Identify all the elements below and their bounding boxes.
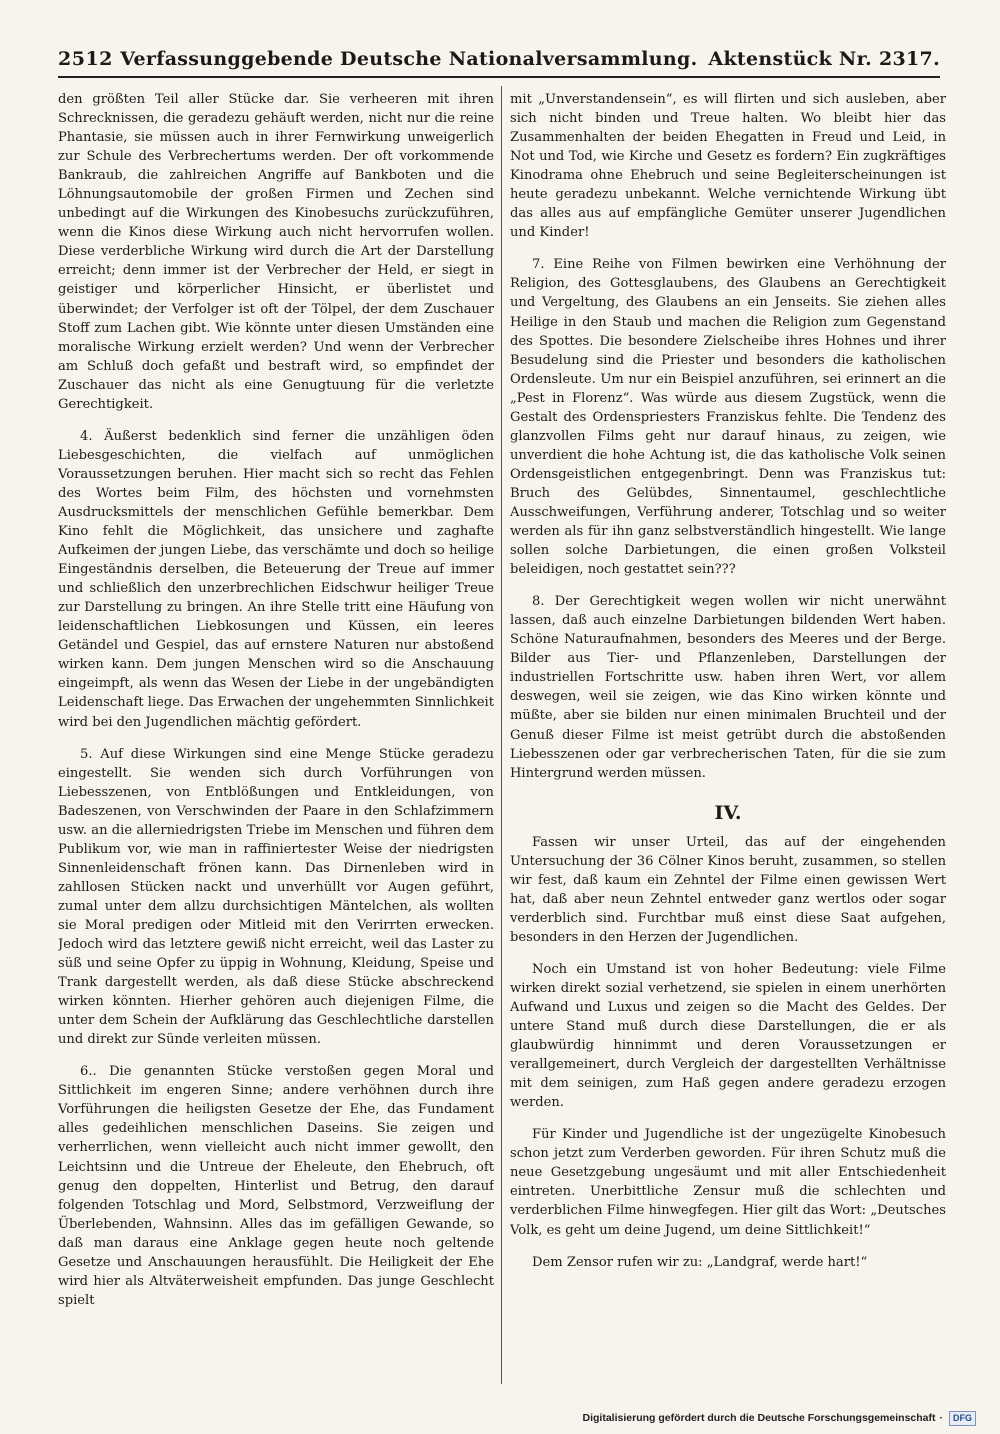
paragraph: Dem Zensor rufen wir zu: „Landgraf, werde hart!“: [532, 1254, 868, 1270]
running-title: [120, 48, 940, 70]
column-divider: [501, 86, 502, 1384]
document-reference: Aktenstück Nr. 2317.: [708, 48, 940, 70]
paragraph: 7. Eine Reihe von Filmen bewirken eine Verhöhnung der Religion, des Gottesglaubens, des Glaubens an Gerechtigkeit und Vergeltung, des Glaubens an ein Jenseits. Sie ziehen alles Heilige in den Staub und machen die Religion zum Gegenstand des Spottes. Die besondere Zielscheibe ihres Hohnes und ihrer Besudelung sind die Priester und besonders die katholischen Ordensleute. Um nur ein Beispiel anzuführen, sei erinnert an die „Pest in Florenz“. Was würde aus diesem Zugstück, wenn die Gestalt des Ordenspriesters Franziskus fehlte. Die Tendenz des glanzvollen Films geht nur darauf hinaus, zu zeigen, wie unverdient die hohe Achtung ist, die das katholische Volk seinen Ordensgeistlichen entgegenbringt. Denn was Franziskus tut: Bruch des Gelübdes, Sinnentaumel, geschlechtliche Ausschweifungen, Verführung anderer, Totschlag und so weiter werden als für ihn ganz selbstverständlich hingestellt. Wie lange sollen solche Darbietungen, die einen großen Volksteil beleidigen, noch gestattet sein???: [510, 257, 946, 578]
dfg-logo: DFG: [949, 1411, 976, 1426]
credit-text: Digitalisierung gefördert durch die Deutsche Forschungsgemeinschaft: [582, 1412, 936, 1424]
paragraph: 4. Äußerst bedenklich sind ferner die unzähligen öden Liebesgeschichten, die vielfach auf unmöglichen Voraussetzungen beruhen. Hier macht sich so recht das Fehlen des Wortes beim Film, des höchsten und vornehmsten Ausdrucksmittels der menschlichen Gefühle bemerkbar. Dem Kino fehlt die Möglichkeit, das unsichere und zaghafte Aufkeimen der jungen Liebe, das verschämte und doch so heilige Eingeständnis derselben, die Beteuerung der Treue auf immer und schließlich den unzerbrechlichen Eidschwur heiliger Treue zur Darstellung zu bringen. An ihre Stelle tritt eine Häufung von leidenschaftlichen Liebkosungen und Küssen, ein leeres Getändel und Gespiel, das auf ernstere Naturen nur abstoßend wirken kann. Dem jungen Menschen wird so die Anschauung eingeimpft, als wenn das Wesen der Liebe in der ungebändigten Leidenschaft liege. Das Erwachen der ungehemmten Sinnlichkeit wird bei den Jugendlichen mächtig gefördert.: [58, 428, 494, 730]
paragraph: Für Kinder und Jugendliche ist der ungezügelte Kinobesuch schon jetzt zum Verderben geworden. Für ihren Schutz muß die neue Gesetzgebung ungesäumt und mit aller Entschiedenheit eintreten. Unerbittliche Zensur muß die schlechten und verderblichen Filme hinwegfegen. Hier gilt das Wort: „Deutsches Volk, es geht um deine Jugend, um deine Sittlichkeit!“: [510, 1127, 946, 1238]
section-heading: IV.: [714, 801, 742, 824]
right-column: [510, 90, 946, 1390]
left-column: [58, 90, 494, 1390]
paragraph: 8. Der Gerechtigkeit wegen wollen wir nicht unerwähnt lassen, daß auch einzelne Darbietungen bildenden Wert haben. Schöne Naturaufnahmen, besonders des Meeres und der Berge. Bilder aus Tier- und Pflanzenleben, Darstellungen der industriellen Fortschritte usw. haben ihren Wert, vor allem deswegen, weil sie zeigen, wie das Kino wirken könnte und müßte, aber sie bilden nur einen minimalen Bruchteil und der Genuß dieser Filme ist meist getrübt durch die abstoßenden Liebesszenen oder gar verbrecherischen Taten, für die sie zum Hintergrund werden müssen.: [510, 594, 946, 781]
digitization-credit: [0, 1410, 1000, 1426]
paragraph: Noch ein Umstand ist von hoher Bedeutung: viele Filme wirken direkt sozial verhetzend, sie spielen in einem unerhörten Aufwand und Luxus und zeigen so die Macht des Geldes. Der untere Stand muß durch diese Darstellungen, die er als glaubwürdig hinnimmt und deren Voraussetzungen er verallgemeinert, durch Vergleich der dargestellten Verhältnisse mit dem seinigen, zum Haß gegen andere geradezu erzogen werden.: [510, 961, 946, 1111]
page-header: [58, 42, 940, 78]
separator-dot: ·: [939, 1412, 943, 1424]
paragraph: 5. Auf diese Wirkungen sind eine Menge Stücke geradezu eingestellt. Sie wenden sich durch Vorführungen von Liebesszenen, von Entblößungen und Entkleidungen, von Badeszenen, von Verschwinden der Paare in den Schlafzimmern usw. an die allerniedrigsten Triebe im Menschen und führen dem Publikum vor, wie man in raffiniertester Weise der niedrigsten Sinnenleidenschaft frönen kann. Das Dirnenleben wird in zahllosen Stücken nackt und unverhüllt vor Augen geführt, zumal unter dem allzu durchsichtigen Mäntelchen, als wollten sie Moral predigen oder Mitleid mit den Verirrten erwecken. Jedoch wird das letztere gewiß nicht erreicht, weil das Laster zu süß und seine Opfer zu üppig in Wohnung, Kleidung, Speise und Trank dargestellt werden, als daß diese Stücke abschreckend wirken könnten. Hierher gehören auch diejenigen Filme, die unter dem Schein der Aufklärung das Geschlechtliche darstellen und direkt zur Sünde verleiten müssen.: [58, 746, 494, 1048]
paragraph: den größten Teil aller Stücke dar. Sie verheeren mit ihren Schrecknissen, die geradezu gehäuft werden, nicht nur die reine Phantasie, sie müssen auch in ihrer Fernwirkung unweigerlich zur Schule des Verbrechertums werden. Der oft vorkommende Bankraub, die zahlreichen Angriffe auf Bankboten und die Löhnungsautomobile der großen Firmen und Zechen sind unbedingt auf die Wirkungen des Kinobesuchs zurückzuführen, wenn die Kinos diese Wirkung auch nicht hervorrufen wollen. Diese verderbliche Wirkung wird durch die Art der Darstellung erreicht; denn immer ist der Verbrecher der Held, er siegt in geistiger und körperlicher Hinsicht, er überlistet und überwindet; der Verfolger ist oft der Tölpel, der dem Zuschauer Stoff zum Lachen gibt. Wie könnte unter diesen Umständen eine moralische Wirkung erzielt werden? Und wenn der Verbrecher am Schluß doch gefaßt und bestraft wird, so empfindet der Zuschauer das nicht als eine Genugtuung für die verletzte Gerechtigkeit.: [58, 92, 494, 412]
paragraph: mit „Unverstandensein“, es will flirten und sich ausleben, aber sich nicht binden und Treue halten. Wo bleibt hier das Zusammenhalten der beiden Ehegatten in Freud und Leid, in Not und Tod, wie Kirche und Gesetz es fordern? Ein zugkräftiges Kinodrama ohne Ehebruch und seine Begleiterscheinungen ist heute geradezu unbekannt. Welche vernichtende Wirkung übt das alles aus auf empfängliche Gemüter unserer Jugendlichen und Kinder!: [510, 92, 946, 241]
page-number: 2512: [58, 48, 113, 70]
paragraph: Fassen wir unser Urteil, das auf der eingehenden Untersuchung der 36 Cölner Kinos beruht, zusammen, so stellen wir fest, daß kaum ein Zehntel der Filme einen gewissen Wert hat, daß aber neun Zehntel entweder ganz wertlos oder sogar verderblich sind. Furchtbar muß einst diese Saat aufgehen, besonders in den Herzen der Jugendlichen.: [510, 834, 946, 945]
paragraph: 6.. Die genannten Stücke verstoßen gegen Moral und Sittlichkeit im engeren Sinne; andere verhöhnen durch ihre Vorführungen die heiligsten Gesetze der Ehe, das Fundament alles gedeihlichen menschlichen Daseins. Sie zeigen und verherrlichen, wenn vielleicht auch nicht immer gewollt, den Leichtsinn und die Untreue der Eheleute, den Ehebruch, oft genug den doppelten, Hinterlist und Betrug, den darauf folgenden Totschlag und Mord, Selbstmord, Verzweiflung der Überlebenden, Wahnsinn. Alles das im gefälligen Gewande, so daß man daraus eine Anklage gegen heute noch geltende Gesetze und Anschauungen herausfühlt. Die Heiligkeit der Ehe wird hier als Altväterweisheit empfunden. Das junge Geschlecht spielt: [58, 1064, 494, 1308]
running-title-text: Verfassunggebende Deutsche Nationalversammlung.: [120, 48, 698, 70]
